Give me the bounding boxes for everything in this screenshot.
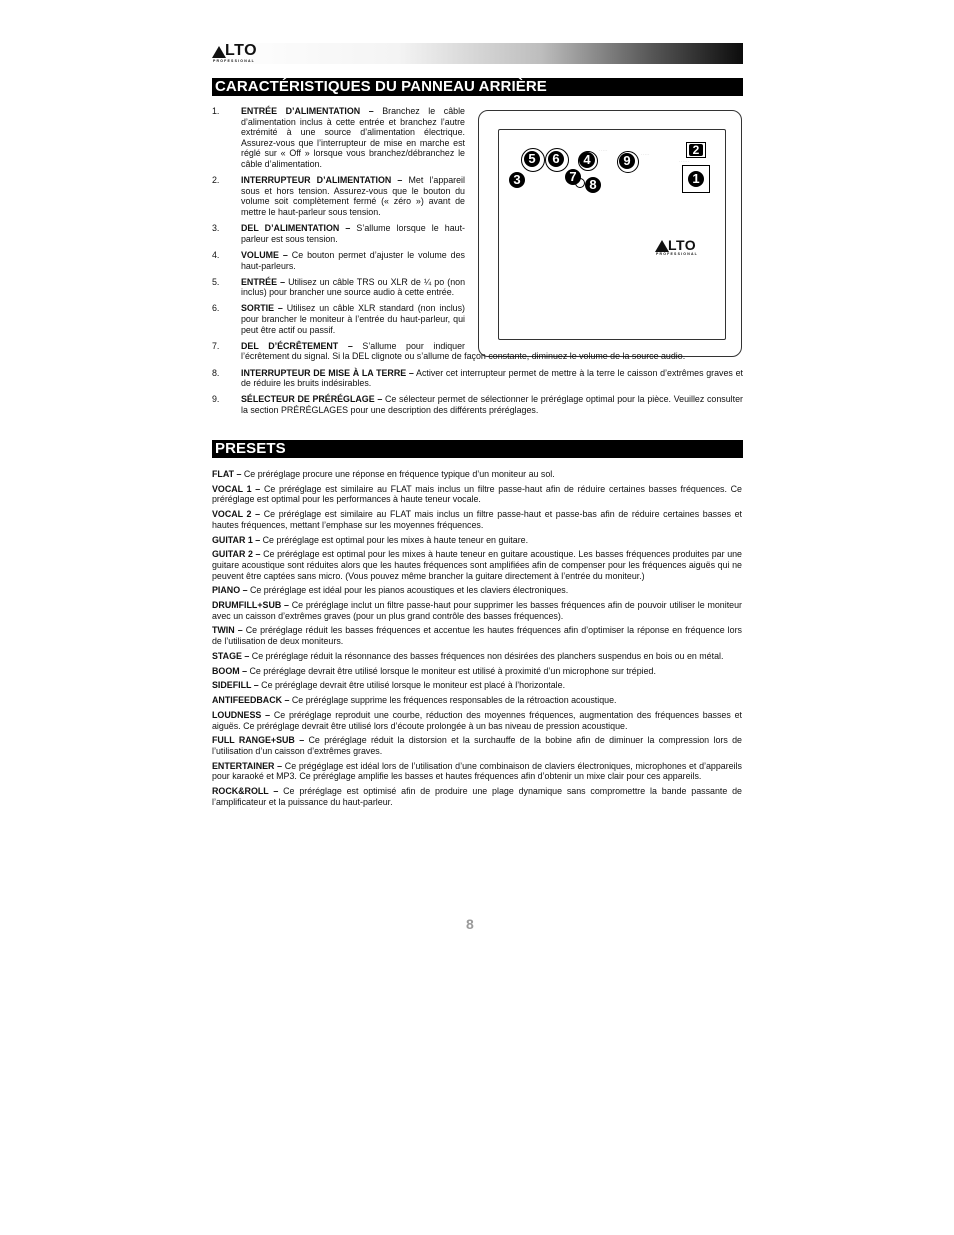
preset-text: Ce préréglage est optimisé afin de produire une plage dynamique sans compromettre la bande passante de l’amplificateur et la puissance du haut-parleur. [212, 786, 742, 807]
preset-term: DRUMFILL+SUB – [212, 600, 289, 611]
preset-entry [212, 600, 742, 621]
page-number: 8 [466, 916, 474, 932]
callout-2: 2 [689, 144, 703, 156]
alto-logo [212, 44, 272, 64]
preset-entry [212, 509, 742, 530]
item-number: 3. [212, 223, 220, 234]
preset-entry [212, 735, 742, 756]
logo-wordmark: LTO [225, 42, 258, 59]
section-title-bar-presets [212, 440, 743, 458]
item-term: DEL D’ÉCRÊTEMENT – [241, 340, 353, 351]
preset-text: Ce préréglage supprime les fréquences responsables de la rétroaction acoustique. [289, 695, 617, 706]
preset-text: Ce préréglage devrait être utilisé lorsque le moniteur est utilisé à proximité d’un microphone sur trépied. [247, 665, 656, 676]
preset-entry [212, 535, 742, 546]
item-term: INTERRUPTEUR DE MISE À LA TERRE – [241, 367, 414, 378]
callout-5: 5 [524, 151, 540, 167]
callout-1: 1 [688, 171, 704, 187]
preset-entry [212, 625, 742, 646]
list-item [212, 368, 743, 389]
preset-entry [212, 786, 742, 807]
rear-panel-feature-list [212, 106, 743, 421]
preset-term: PIANO – [212, 585, 248, 596]
logo-subtitle: PROFESSIONAL [213, 59, 256, 63]
item-number: 1. [212, 106, 220, 116]
preset-term: VOCAL 2 – [212, 509, 261, 520]
preset-text: Ce préréglage est similaire au FLAT mais inclus un filtre passe-haut et passe-bas afin de réduire certaines basses et hautes fréquences, mettant l’emphase sur les moyennes fréquences. [212, 509, 742, 530]
item-term: DEL D’ALIMENTATION – [241, 223, 351, 234]
preset-entry [212, 651, 742, 662]
item-term: ENTRÉE – [241, 276, 286, 287]
preset-text: Ce préréglage est idéal pour les pianos acoustiques et les claviers électroniques. [247, 585, 569, 596]
callout-9: 9 [619, 153, 635, 169]
list-item [212, 341, 743, 362]
preset-entry [212, 585, 742, 596]
preset-text: Ce préréglage est optimal pour les mixes à haute teneur en guitare. [260, 534, 529, 545]
item-number: 2. [212, 175, 220, 186]
item-number: 6. [212, 303, 220, 314]
item-term: INTERRUPTEUR D’ALIMENTATION – [241, 175, 403, 186]
callout-7: 7 [565, 169, 581, 185]
header-gradient-bar [212, 43, 743, 64]
preset-labels-left: · · · · · [599, 148, 608, 152]
item-text-continued: l’écrêtement du signal. Si la DEL clignote ou s’allume de façon constante, diminuez le volume de la source audio. [241, 351, 686, 362]
item-text: Utilisez un câble XLR standard (non inclus) pour brancher le moniteur à l’entrée du haut-parleur, qui peut être actif ou passif. [241, 303, 465, 335]
item-number: 7. [212, 340, 220, 351]
list-item [212, 394, 743, 415]
item-text: Utilisez un câble TRS ou XLR de ¼ po (non inclus) pour brancher une source audio à cette entrée. [241, 276, 466, 298]
list-item [212, 250, 743, 271]
item-term: ENTRÉE D’ALIMENTATION – [241, 106, 374, 116]
preset-term: GUITAR 2 – [212, 549, 261, 560]
preset-text: Ce préréglage procure une réponse en fréquence typique d’un moniteur au sol. [241, 469, 555, 479]
preset-text: Ce préréglage reproduit une courbe, réduction des moyennes fréquences, augmentation des fréquences basses et aiguës. Ce préréglage devrait être utilisé lors d’écoute prolongée à un bas niveau de pression acoustique. [212, 709, 743, 731]
preset-entry [212, 549, 742, 581]
item-number: 5. [212, 276, 220, 287]
preset-term: ANTIFEEDBACK – [212, 695, 290, 706]
preset-text: Ce préréglage est similaire au FLAT mais inclus un filtre passe-haut afin de réduire certaines basses fréquences. Ce préréglage est optimal pour les performances à haute teneur vocale. [212, 483, 742, 505]
preset-text: Ce préréglage réduit la distorsion et la surchauffe de la bobine afin de diminuer la compression lors de l’utilisation d’un caisson d’extrêmes graves. [212, 735, 742, 756]
item-term: SORTIE – [241, 303, 283, 314]
item-term: VOLUME – [241, 249, 288, 260]
preset-term: ENTERTAINER – [212, 760, 283, 771]
section-title: CARACTÉRISTIQUES DU PANNEAU ARRIÈRE [215, 78, 547, 95]
section-title-bar-rear-panel [212, 78, 743, 96]
preset-entry [212, 666, 742, 677]
callout-3: 3 [509, 172, 525, 188]
item-text: Branchez le câble d’alimentation inclus à cette entrée et branchez l’autre extrémité à une source d’alimentation électrique. Assurez-vous que l’interrupteur de mise en marche est réglé sur « Off » lorsque vous branchez/débranchez le câble d’alimentation. [241, 106, 465, 169]
list-item [212, 277, 743, 298]
item-text: Ce sélecteur permet de sélectionner le préréglage optimal pour la pièce. Veuillez consulter la section PRÉRÉGLAGES pour une description des différents préréglages. [241, 394, 744, 415]
preset-term: BOOM – [212, 665, 248, 676]
section-title: PRESETS [215, 440, 286, 457]
preset-term: ROCK&ROLL – [212, 786, 279, 797]
item-text: S’allume lorsque le haut-parleur est sous tension. [241, 223, 465, 244]
logo-triangle-icon [212, 46, 226, 58]
preset-entry [212, 710, 742, 731]
list-item [212, 106, 743, 170]
item-text: Ce bouton permet d’ajuster le volume des haut-parleurs. [241, 249, 465, 271]
preset-term: FULL RANGE+SUB – [212, 735, 305, 746]
item-text: Met l’appareil sous et hors tension. Assurez-vous que le bouton du volume soit complètement fermé (« zéro ») avant de mettre le haut-parleur sous tension. [241, 175, 465, 217]
preset-term: LOUDNESS – [212, 709, 271, 720]
item-number: 9. [212, 394, 220, 405]
preset-text: Ce préréglage devrait être utilisé lorsque le moniteur est placé à l’horizontale. [258, 680, 566, 691]
list-item [212, 223, 743, 244]
presets-list [212, 469, 742, 811]
list-item [212, 175, 743, 217]
panel-logo-subtitle: PROFESSIONAL [656, 252, 699, 256]
preset-text: Ce préréglage réduit la résonnance des basses fréquences non désirées des planchers suspendus en bois ou en métal. [249, 650, 724, 661]
preset-term: GUITAR 1 – [212, 534, 261, 545]
preset-text: Ce préréglage inclut un filtre passe-haut pour supprimer les basses fréquences afin de pouvoir utiliser le moniteur avec un caisson d’extrêmes graves (pour un plus grand contrôle des basses fréquences). [212, 600, 742, 621]
preset-entry [212, 680, 742, 691]
preset-labels-right: · · · · · [641, 152, 650, 156]
preset-entry [212, 469, 742, 480]
callout-6: 6 [548, 151, 564, 167]
preset-entry [212, 484, 742, 505]
preset-term: FLAT – [212, 469, 242, 479]
preset-text: Ce préréglage réduit les basses fréquences et accentue les hautes fréquences afin d’optimiser la réponse en fréquence lors de l’utilisation de deux moniteurs. [212, 625, 742, 647]
preset-term: STAGE – [212, 650, 250, 661]
callout-4: 4 [579, 152, 595, 168]
preset-entry [212, 695, 742, 706]
preset-text: Ce prégéglage est idéal lors de l’utilisation d’une combinaison de claviers électroniques, microphones et d’appareils pour karaoké et MP3. Ce préréglage amplifie les basses et hautes fréquences afin d’obtenir un mixe clair pour ces appareils. [212, 760, 742, 782]
item-text: Activer cet interrupteur permet de mettre à la terre le caisson d’extrêmes graves et de réduire les bruits indésirables. [241, 367, 743, 389]
item-term: SÉLECTEUR DE PRÉRÉGLAGE – [241, 394, 383, 405]
item-number: 4. [212, 249, 220, 260]
panel-logo-wordmark: LTO [668, 237, 697, 253]
preset-term: SIDEFILL – [212, 680, 259, 691]
preset-entry [212, 761, 742, 782]
callout-8: 8 [585, 177, 601, 193]
list-item [212, 303, 743, 335]
preset-term: TWIN – [212, 625, 243, 636]
preset-term: VOCAL 1 – [212, 483, 261, 494]
item-text: S’allume pour indiquer [352, 340, 465, 351]
preset-text: Ce préréglage est optimal pour les mixes à haute teneur en guitare acoustique. Les basses fréquences produites par une guitare acoustique sont réduites alors que les hautes fréquences sont amplifiées afin de compenser pour les fréquences aiguës qui ne peuvent être captées sans micro. (Vous pouvez même brancher la guitare directement à l’entrée du moniteur.) [212, 549, 742, 581]
power-switch-label: · · · · · · [679, 159, 690, 163]
item-number: 8. [212, 367, 220, 378]
